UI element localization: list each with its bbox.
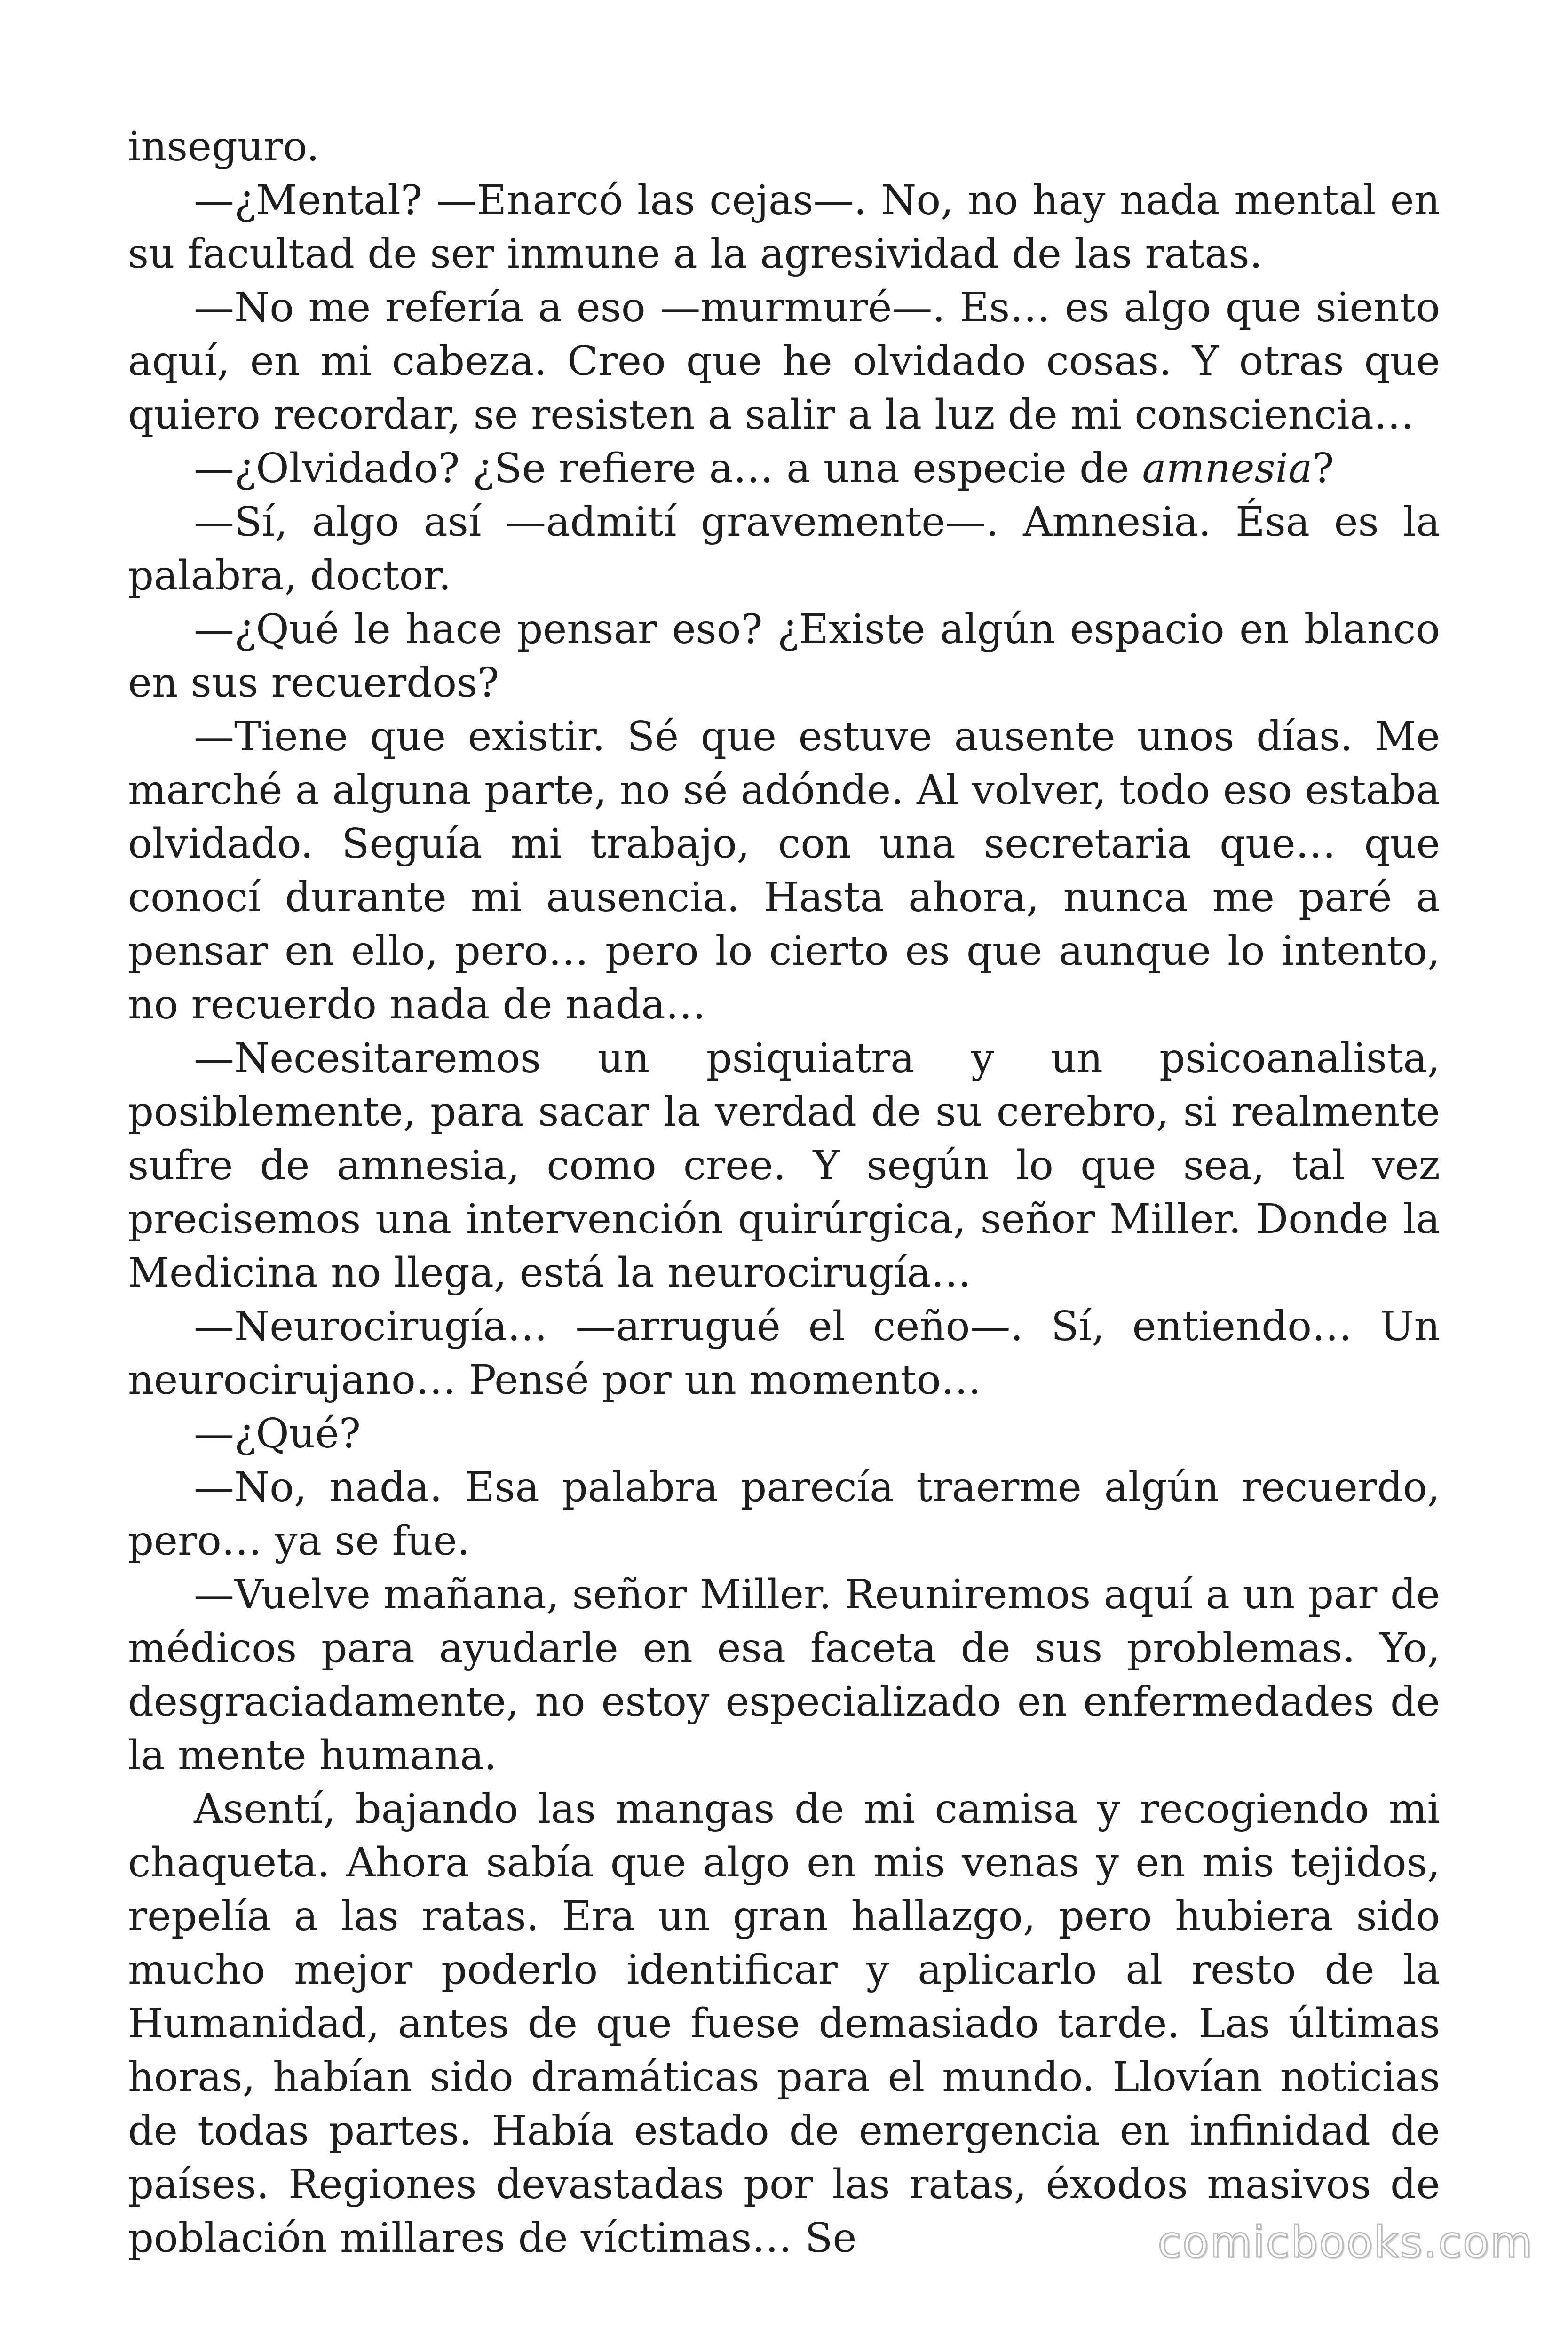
paragraph (128, 1032, 1440, 1300)
text-run: —¿Olvidado? ¿Se refiere a… a una especie de (194, 445, 1142, 492)
paragraph (128, 281, 1440, 442)
text-run: —Vuelve mañana, señor Miller. Reuniremos aquí a un par de médicos para ayudarle en esa faceta de sus problemas. Yo, desgraciadamente, no estoy especializado en enfermedades de la mente humana. (128, 1571, 1440, 1779)
text-run: —No, nada. Esa palabra parecía traerme algún recuerdo, pero… ya se fue. (128, 1464, 1440, 1565)
paragraph (128, 1407, 1440, 1461)
paragraph (128, 174, 1440, 281)
text-run: —Sí, algo así —admití gravemente—. Amnesia. Ésa es la palabra, doctor. (128, 499, 1440, 599)
text-run: —¿Mental? —Enarcó las cejas—. No, no hay nada mental en su facultad de ser inmune a la agresividad de las ratas. (128, 177, 1440, 278)
text-run: —¿Qué le hace pensar eso? ¿Existe algún espacio en blanco en sus recuerdos? (128, 606, 1440, 707)
italic-word: amnesia (1142, 445, 1313, 492)
paragraph (128, 1782, 1440, 2265)
text-run: inseguro. (128, 123, 320, 170)
paragraph (128, 495, 1440, 603)
text-run: —Tiene que existir. Sé que estuve ausente unos días. Me marché a alguna parte, no sé adónde. Al volver, todo eso estaba olvidado. Seguía mi trabajo, con una secretaria que… que conocí durante mi ausencia. Hasta ahora, nunca me paré a pensar en ello, pero… pero lo cierto es que aunque lo intento, no recuerdo nada de nada… (128, 713, 1440, 1028)
text-run: Asentí, bajando las mangas de mi camisa y recogiendo mi chaqueta. Ahora sabía que algo en mis venas y en mis tejidos, repelía a las ratas. Era un gran hallazgo, pero hubiera sido mucho mejor poderlo identificar y aplicarlo al resto de la Humanidad, antes de que fuese demasiado tarde. Las últimas horas, habían sido dramáticas para el mundo. Llovían noticias de todas partes. Había estado de emergencia en infinidad de países. Regiones devastadas por las ratas, éxodos masivos de población millares de víctimas… Se (128, 1786, 1440, 2262)
paragraph (128, 710, 1440, 1032)
text-run: —Neurocirugía… —arrugué el ceño—. Sí, entiendo… Un neurocirujano… Pensé por un momento… (128, 1303, 1440, 1404)
paragraph (128, 120, 1440, 174)
watermark: comicbooks.com (1157, 2217, 1533, 2267)
paragraph (128, 1300, 1440, 1407)
paragraph (128, 442, 1440, 495)
text-run: —Necesitaremos un psiquiatra y un psicoanalista, posiblemente, para sacar la verdad de su cerebro, si realmente sufre de amnesia, como cree. Y según lo que sea, tal vez precisemos una intervención quirúrgica, señor Miller. Donde la Medicina no llega, está la neurocirugía… (128, 1035, 1440, 1296)
paragraph (128, 1461, 1440, 1568)
paragraph (128, 1568, 1440, 1782)
text-run: —¿Qué? (194, 1410, 361, 1457)
text-run: —No me refería a eso —murmuré—. Es… es algo que siento aquí, en mi cabeza. Creo que he olvidado cosas. Y otras que quiero recordar, se resisten a salir a la luz de mi consciencia… (128, 284, 1440, 438)
text-run: ? (1312, 445, 1334, 492)
paragraph (128, 603, 1440, 710)
book-page-text (128, 120, 1440, 2265)
